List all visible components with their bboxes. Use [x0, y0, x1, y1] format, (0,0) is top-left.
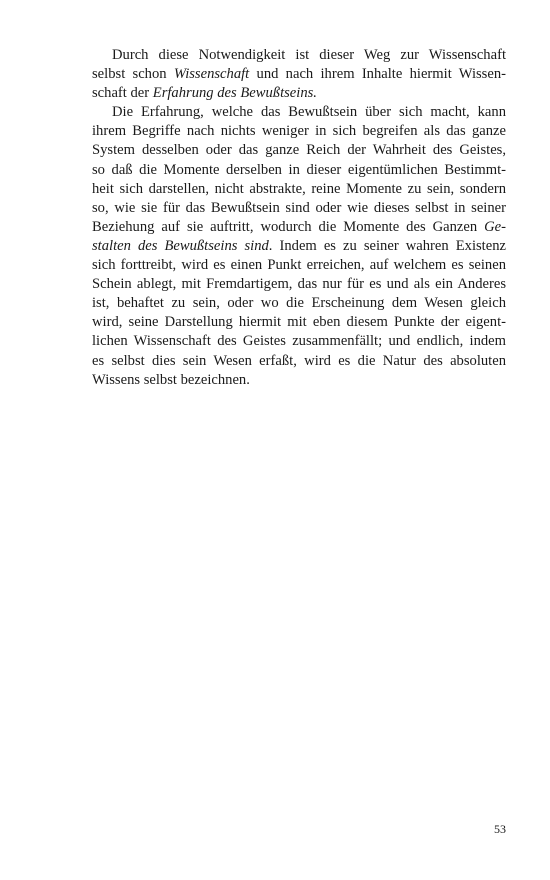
text-line [92, 65, 506, 84]
page-number: 53 [494, 822, 506, 836]
text-line [92, 180, 506, 199]
text-run: so daß die Momente derselben in dieser eigentümlichen Bestimmt- [92, 161, 506, 178]
text-line [92, 352, 506, 371]
text-run: so, wie sie für das Bewußtsein sind oder wie dieses selbst in seiner [92, 199, 506, 216]
text-run: . Indem es zu seiner wahren Existenz [268, 237, 506, 254]
text-run: lichen Wissenschaft des Geistes zusammenfällt; und endlich, indem [92, 333, 506, 350]
text-run: ihrem Begriffe nach nichts weniger in sich begreifen als das ganze [92, 123, 506, 140]
text-run: Durch diese Notwendigkeit ist dieser Weg zur Wissenschaft [112, 47, 506, 63]
text-line [92, 294, 506, 313]
text-run: und nach ihrem Inhalte hiermit Wissen- [249, 66, 506, 83]
body-text [92, 46, 506, 390]
text-run: wird, seine Darstellung hiermit mit eben diesem Punkte der eigent- [92, 314, 506, 331]
text-run: System desselben oder das ganze Reich der Wahrheit des Geistes, [92, 142, 506, 159]
text-run: selbst schon [92, 66, 174, 83]
text-line [92, 275, 506, 294]
text-line [92, 371, 506, 390]
text-line [92, 256, 506, 275]
text-line [92, 161, 506, 180]
text-line [92, 46, 506, 65]
text-run: ist, behaftet zu sein, oder wo die Erscheinung dem Wesen gleich [92, 295, 506, 312]
text-run: es selbst dies sein Wesen erfaßt, wird es die Natur des absoluten [92, 352, 506, 369]
text-run: sich forttreibt, wird es einen Punkt erreichen, auf welchem es seinen [92, 257, 506, 274]
text-line [92, 84, 506, 103]
text-run: heit sich darstellen, nicht abstrakte, reine Momente zu sein, sondern [92, 180, 506, 197]
text-line [92, 122, 506, 141]
text-line [92, 141, 506, 160]
italic-text: Wissenschaft [173, 66, 250, 83]
italic-text: Erfahrung des Bewußtseins. [152, 85, 317, 102]
text-run: Die Erfahrung, welche das Bewußtsein über sich macht, kann [112, 104, 506, 121]
text-run: schaft der [92, 85, 153, 102]
text-line [92, 313, 506, 332]
italic-text: Ge- [484, 218, 506, 235]
italic-text: stalten des Bewußtseins sind [92, 237, 269, 254]
text-line [92, 199, 506, 218]
text-line [92, 103, 506, 122]
text-run: Beziehung auf sie auftritt, wodurch die Momente des Ganzen [92, 218, 485, 235]
text-run: Wissens selbst bezeichnen. [92, 371, 250, 388]
text-run: Schein ablegt, mit Fremdartigem, das nur für es und als ein Anderes [92, 276, 506, 293]
text-line [92, 237, 506, 256]
paragraph [92, 103, 506, 389]
text-line [92, 332, 506, 351]
text-line [92, 218, 506, 237]
paragraph [92, 46, 506, 103]
